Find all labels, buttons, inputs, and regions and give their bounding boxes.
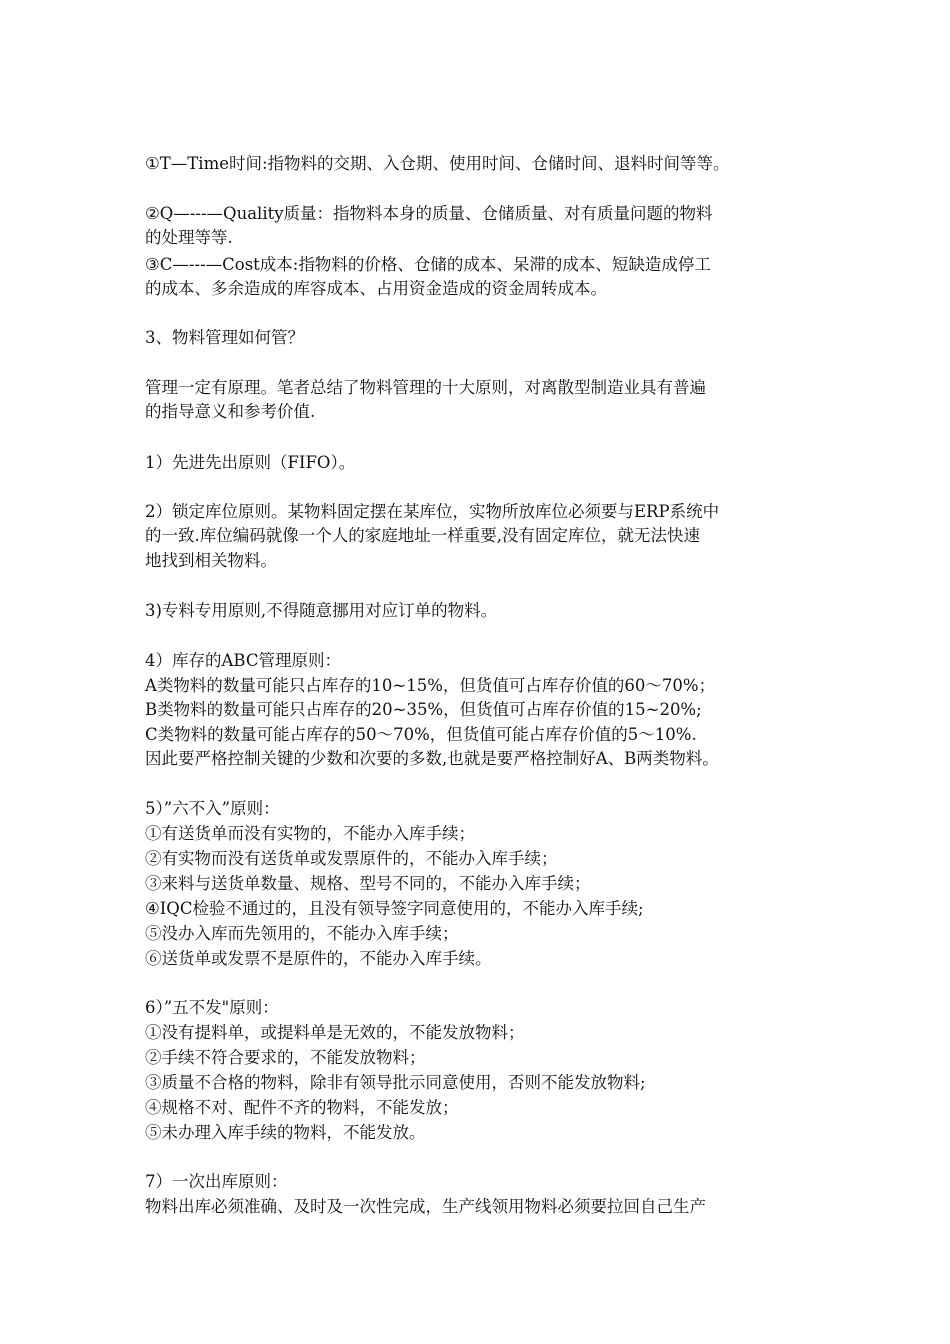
text-line-8: 的指导意义和参考价值.	[145, 402, 316, 421]
text-line-2: ②Q—---—Quality质量：指物料本身的质量、仓储质量、对有质量问题的物料	[145, 204, 713, 223]
rule-7-text: 物料出库必须准确、及时及一次性完成，生产线领用物料必须要拉回自己生产	[145, 1197, 706, 1216]
rule-5-4: ④IQC检验不通过的，且没有领导签字同意使用的，不能办入库手续;	[145, 899, 644, 918]
abc-line-b: B类物料的数量可能只占库存的20~35%，但货值可占库存价值的15~20%;	[145, 700, 702, 719]
text-line-11: 的一致.库位编码就像一个人的家庭地址一样重要,没有固定库位，就无法快速	[145, 526, 700, 545]
rule-5-3: ③来料与送货单数量、规格、型号不同的，不能办入库手续；	[145, 874, 591, 893]
text-line-4: ③C—---—Cost成本:指物料的价格、仓储的成本、呆滞的成本、短缺造成停工	[145, 255, 711, 274]
text-line-7: 管理一定有原理。笔者总结了物料管理的十大原则，对离散型制造业具有普遍	[145, 378, 706, 397]
rule-6-4: ④规格不对、配件不齐的物料，不能发放；	[145, 1098, 459, 1117]
text-line-3: 的处理等等.	[145, 228, 233, 247]
rule-6-1: ①没有提料单，或提料单是无效的，不能发放物料；	[145, 1023, 525, 1042]
rule-5-6: ⑥送货单或发票不是原件的，不能办入库手续。	[145, 949, 492, 968]
principle-7: 7）一次出库原则：	[145, 1172, 288, 1191]
rule-6-5: ⑤未办理入库手续的物料，不能发放。	[145, 1123, 426, 1142]
principle-2: 2）锁定库位原则。某物料固定摆在某库位，实物所放库位必须要与ERP系统中	[145, 502, 720, 521]
section-heading: 3、物料管理如何管？	[145, 328, 304, 347]
abc-conclusion: 因此要严格控制关键的少数和次要的多数,也就是要严格控制好A、B两类物料。	[145, 749, 719, 768]
principle-5: 5）”六不入”原则：	[145, 799, 280, 818]
text-line-5: 的成本、多余造成的库容成本、占用资金造成的资金周转成本。	[145, 279, 607, 298]
principle-6: 6）”五不发"原则：	[145, 998, 279, 1017]
rule-6-2: ②手续不符合要求的，不能发放物料；	[145, 1048, 426, 1067]
abc-line-c: C类物料的数量可能占库存的50～70%，但货值可能占库存价值的5～10%.	[145, 725, 697, 744]
text-line-12: 地找到相关物料。	[145, 551, 277, 570]
principle-1: 1）先进先出原则（FIFO）。	[145, 453, 356, 472]
principle-3: 3)专料专用原则,不得随意挪用对应订单的物料。	[145, 601, 498, 620]
rule-5-1: ①有送货单而没有实物的，不能办入库手续；	[145, 824, 475, 843]
rule-5-2: ②有实物而没有送货单或发票原件的，不能办入库手续；	[145, 849, 558, 868]
principle-4: 4）库存的ABC管理原则：	[145, 651, 341, 670]
text-line-1: ①T—Time时间:指物料的交期、入仓期、使用时间、仓储时间、退料时间等等。	[145, 154, 730, 173]
rule-6-3: ③质量不合格的物料，除非有领导批示同意使用，否则不能发放物料;	[145, 1073, 646, 1092]
rule-5-5: ⑤没办入库而先领用的，不能办入库手续；	[145, 924, 459, 943]
abc-line-a: A类物料的数量可能只占库存的10~15%，但货值可占库存价值的60～70%；	[145, 676, 716, 695]
